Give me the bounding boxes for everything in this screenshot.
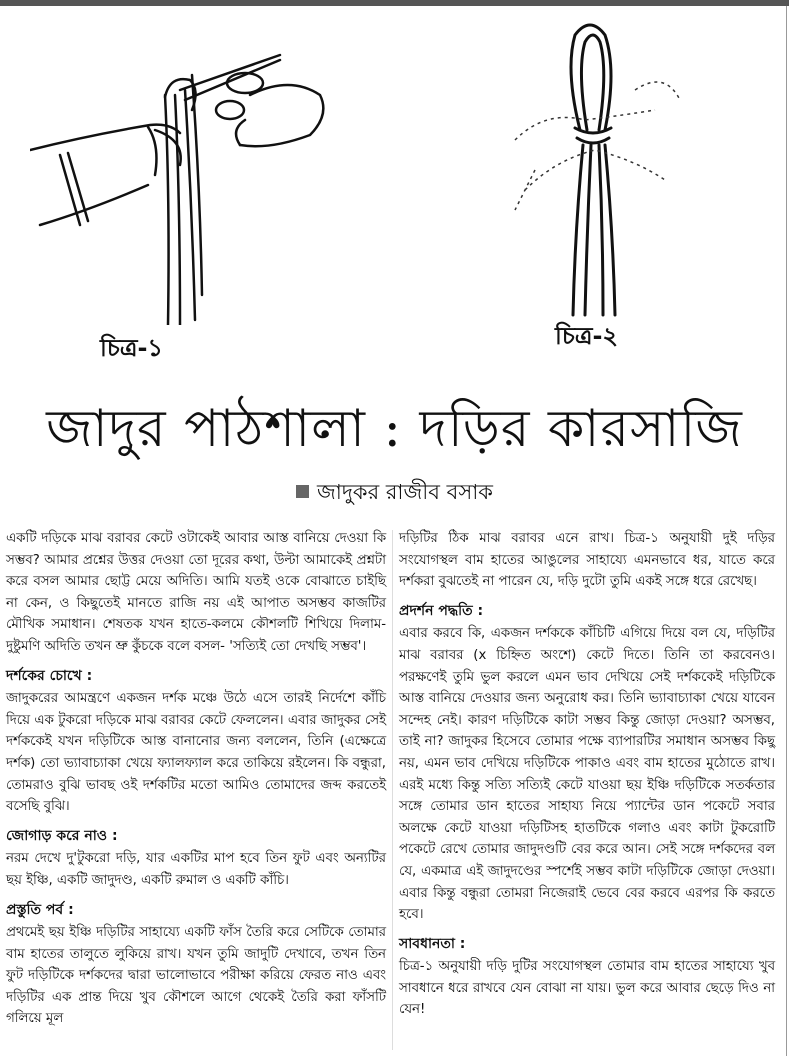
column-divider xyxy=(392,530,393,1050)
figure-2-illustration xyxy=(505,10,685,320)
paragraph-materials: নরম দেখে দু'টুকরো দড়ি, যার একটির মাপ হবে তিন ফুট এবং অন্যটির ছয় ইঞ্চি, একটি জাদুদণ্ড, একটি রুমাল ও একটি কাঁচি। xyxy=(6,851,386,888)
section-heading-caution: সাবধানতা : xyxy=(399,935,466,952)
author-name: জাদুকর রাজীব বসাক xyxy=(317,480,493,504)
figure-2-label: চিত্র-২ xyxy=(555,322,619,350)
article-column-right xyxy=(399,528,775,1027)
section-heading-audience-view: দর্শকের চোখে : xyxy=(6,667,93,684)
paragraph-caution: চিত্র-১ অনুযায়ী দড়ি দুটির সংযোগস্থল তোমার বাম হাতের সাহায্যে খুব সাবধানে ধরে রাখবে যেন বোঝা না যায়। ভুল করে আবার ছেড়ে দিও না যেন! xyxy=(399,959,775,1018)
right-rule xyxy=(786,6,787,1056)
section-heading-materials: জোগাড় করে নাও : xyxy=(6,827,118,844)
paragraph-preparation: প্রথমেই ছয় ইঞ্চি দড়িটির সাহায্যে একটি ফাঁস তৈরি করে সেটিকে তোমার বাম হাতের তালুতে লুকিয়ে রাখ। যখন তুমি জাদুটি দেখাবে, তখন তিন ফুট দড়িটিকে দর্শকদের দ্বারা ভালোভাবে পরীক্ষা করিয়ে ফেরত নাও এবং দড়িটির এক প্রান্ত দিয়ে খুব কৌশলে আগে থেকেই তৈরি করা ফাঁসটি গলিয়ে মূল xyxy=(6,925,386,1027)
author-byline xyxy=(0,476,789,511)
intro-paragraph: একটি দড়িকে মাঝ বরাবর কেটে ওটাকেই আবার আস্ত বানিয়ে দেওয়া কি সম্ভব? আমার প্রশ্নের উত্তর দেওয়া তো দূরের কথা, উল্টা আমাকেই প্রশ্নটা করে বসল আমার ছোট্ট মেয়ে অদিতি। আমি যতই ওকে বোঝাতে চাইছি না কেন, ও কিছুতেই মানতে রাজি নয় এই আপাত অসম্ভব কাজটির মৌখিক সমাধান। শেষতক যখন হাতে-কলমে কৌশলটি শিখিয়ে দিলাম-দুষ্টুমণি অদিতি তখন ভ্রু কুঁচকে বলে বসল- 'সত্যিই তো দেখছি সম্ভব'। xyxy=(6,531,386,654)
top-rule xyxy=(0,0,789,6)
section-heading-performance: প্রদর্শন পদ্ধতি : xyxy=(399,602,484,619)
square-bullet-icon xyxy=(296,485,309,498)
paragraph-audience-view: জাদুকরের আমন্ত্রণে একজন দর্শক মঞ্চে উঠে এসে তারই নির্দেশে কাঁচি দিয়ে এক টুকরো দড়িকে মাঝ বরাবর কেটে ফেললেন। এবার জাদুকর সেই দর্শককেই যখন দড়িটিকে আস্ত বানানোর জন্য বললেন, তিনি (এক্ষেত্রে দর্শক) তো ভ্যাবাচ্যাকা খেয়ে ফ্যালফ্যাল করে তাকিয়ে রইলেন। কি বন্ধুরা, তোমরাও বুঝি ভাবছ ওই দর্শকটির মতো আমিও তোমাদের জব্দ করতেই বসেছি বুঝি। xyxy=(6,691,386,815)
paragraph-performance: এবার করবে কি, একজন দর্শককে কাঁচিটি এগিয়ে দিয়ে বল যে, দড়িটির মাঝ বরাবর (x চিহ্নিত অংশে) কেটে দিতে। তিনি তা করবেনও। পরক্ষণেই তুমি ভুল করলে এমন ভাব দেখিয়ে সেই দর্শককেই দড়িটিকে আস্ত বানিয়ে দেওয়ার জন্য অনুরোধ কর। তিনি ভ্যাবাচ্যাকা খেয়ে যাবেন সন্দেহ নেই। কারণ দড়িটিকে কাটা সম্ভব কিন্তু জোড়া দেওয়া? অসম্ভব, তাই না? জাদুকর হিসেবে তোমার পক্ষে ব্যাপারটির সমাধান অসম্ভব কিছু নয়, এমন ভাব দেখিয়ে দড়িটিকে পাকাও এবং বাম হাতের মুঠোতে রাখ। এরই মধ্যে কিন্তু সত্যি সত্যিই কেটে যাওয়া ছয় ইঞ্চি দড়িটিকে সতর্কতার সঙ্গে তোমার ডান হাতের সাহায্য নিয়ে প্যান্টের ডান পকেটে সবার অলক্ষে কেটে যাওয়া দড়িটিসহ হাতটিকে গলাও এবং কাটা টুকরোটি পকেটে রেখে তোমার জাদুদণ্ডটি বের করে আন। সেই সঙ্গে দর্শকদের বল যে, একমাত্র এই জাদুদণ্ডের স্পর্শেই সম্ভব কাটা দড়িটিকে জোড়া দেওয়া। এবার কিন্তু বন্ধুরা তোমরা নিজেরাই ভেবে বের করবে এরপর কি করতে হবে। xyxy=(399,626,775,923)
article-column-left xyxy=(6,528,386,1036)
paragraph-preparation-continued: দড়িটির ঠিক মাঝ বরাবর এনে রাখ। চিত্র-১ অনুযায়ী দুই দড়ির সংযোগস্থল বাম হাতের আঙুলের সাহায্যে এমনভাবে ধর, যাতে করে দর্শকরা বুঝতেই না পারেন যে, দড়ি দুটো তুমি একই সঙ্গে ধরে রেখেছ। xyxy=(399,531,775,590)
figure-1-illustration xyxy=(30,35,330,325)
figure-1-label: চিত্র-১ xyxy=(100,334,163,362)
article-title: জাদুর পাঠশালা : দড়ির কারসাজি xyxy=(46,399,743,459)
section-heading-preparation: প্রস্তুতি পর্ব : xyxy=(6,901,74,918)
